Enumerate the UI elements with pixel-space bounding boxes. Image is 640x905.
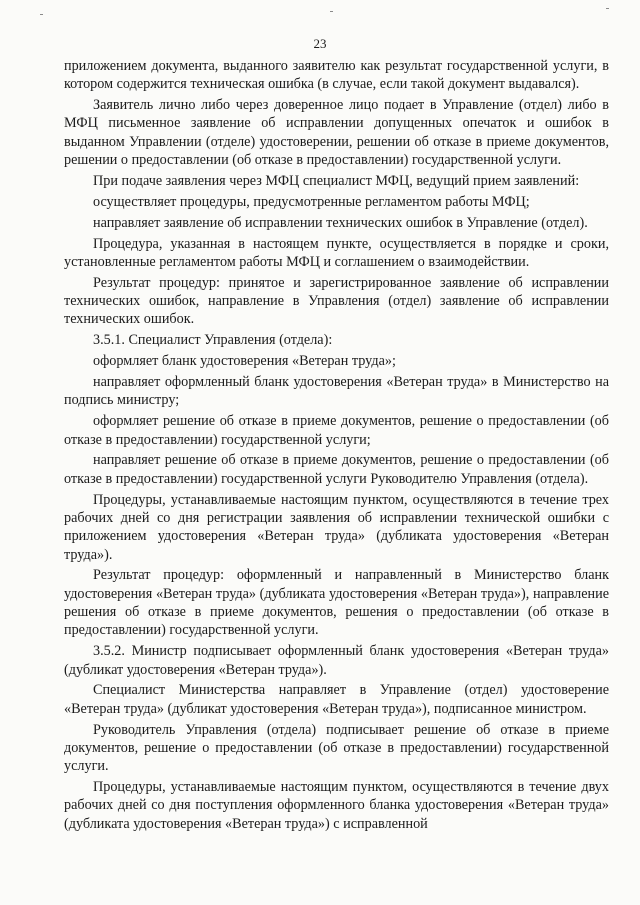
paragraph: приложением документа, выданного заявителю как результат государственной услуги, в котором содержится техническая ошибка (в случае, если такой документ выдавался). bbox=[64, 58, 609, 93]
paragraph: Результат процедур: принятое и зарегистрированное заявление об исправлении технических ошибок, направление в Управления (отдел) заявление об исправлении технических ошибок. bbox=[64, 274, 609, 328]
paragraph: осуществляет процедуры, предусмотренные регламентом работы МФЦ; bbox=[93, 193, 530, 210]
paragraph: оформляет решение об отказе в приеме документов, решение о предоставлении (об отказе в предоставлении) государственной услуги; bbox=[64, 413, 609, 448]
paragraph: Процедура, указанная в настоящем пункте, осуществляется в порядке и сроки, установленные регламентом работы МФЦ и соглашением о взаимодействии. bbox=[64, 235, 609, 270]
paragraph: направляет решение об отказе в приеме документов, решение о предоставлении (об отказе в предоставлении) государственной услуги Руководителю Управления (отдела). bbox=[64, 452, 609, 487]
page-number: 23 bbox=[313, 36, 327, 51]
paragraph: Руководитель Управления (отдела) подписывает решение об отказе в приеме документов, решение о предоставлении (об отказе в предоставлении) государственной услуги. bbox=[64, 721, 609, 775]
paragraph: направляет оформленный бланк удостоверения «Ветеран труда» в Министерство на подпись министру; bbox=[64, 374, 609, 409]
scan-speck bbox=[330, 11, 333, 12]
scan-speck bbox=[40, 14, 43, 15]
paragraph: 3.5.1. Специалист Управления (отдела): bbox=[93, 332, 333, 349]
paragraph: Заявитель лично либо через доверенное лицо подает в Управление (отдел) либо в МФЦ письменное заявление об исправлении допущенных опечаток и ошибок в выданном Управлении (отделе) удостоверении, решении об отказе в приеме документов, решении о предоставлении (об отказе в предоставлении) государственной услуги. bbox=[64, 97, 609, 169]
document-body bbox=[64, 57, 609, 836]
paragraph: Специалист Министерства направляет в Управление (отдел) удостоверение «Ветеран труда» (дубликат удостоверения «Ветеран труда»), подписанное министром. bbox=[64, 682, 609, 717]
paragraph: Процедуры, устанавливаемые настоящим пунктом, осуществляются в течение трех рабочих дней со дня регистрации заявления об исправлении технической ошибки с приложением удостоверения «Ветеран труда» (дубликата удостоверения «Ветеран труда»). bbox=[64, 491, 609, 563]
paragraph: оформляет бланк удостоверения «Ветеран труда»; bbox=[93, 353, 396, 370]
paragraph: Результат процедур: оформленный и направленный в Министерство бланк удостоверения «Ветеран труда» (дубликата удостоверения «Ветеран труда»), направление решения об отказе в приеме документов, решения о предоставлении (об отказе в предоставлении) государственной услуги. bbox=[64, 567, 609, 639]
paragraph: Процедуры, устанавливаемые настоящим пунктом, осуществляются в течение двух рабочих дней со дня поступления оформленного бланка удостоверения «Ветеран труда» (дубликата удостоверения «Ветеран труда») с исправленной bbox=[64, 779, 609, 832]
paragraph: При подаче заявления через МФЦ специалист МФЦ, ведущий прием заявлений: bbox=[93, 172, 580, 189]
scan-speck bbox=[606, 8, 609, 9]
paragraph: 3.5.2. Министр подписывает оформленный бланк удостоверения «Ветеран труда» (дубликат удостоверения «Ветеран труда»). bbox=[64, 643, 609, 678]
paragraph: направляет заявление об исправлении технических ошибок в Управление (отдел). bbox=[93, 214, 588, 231]
